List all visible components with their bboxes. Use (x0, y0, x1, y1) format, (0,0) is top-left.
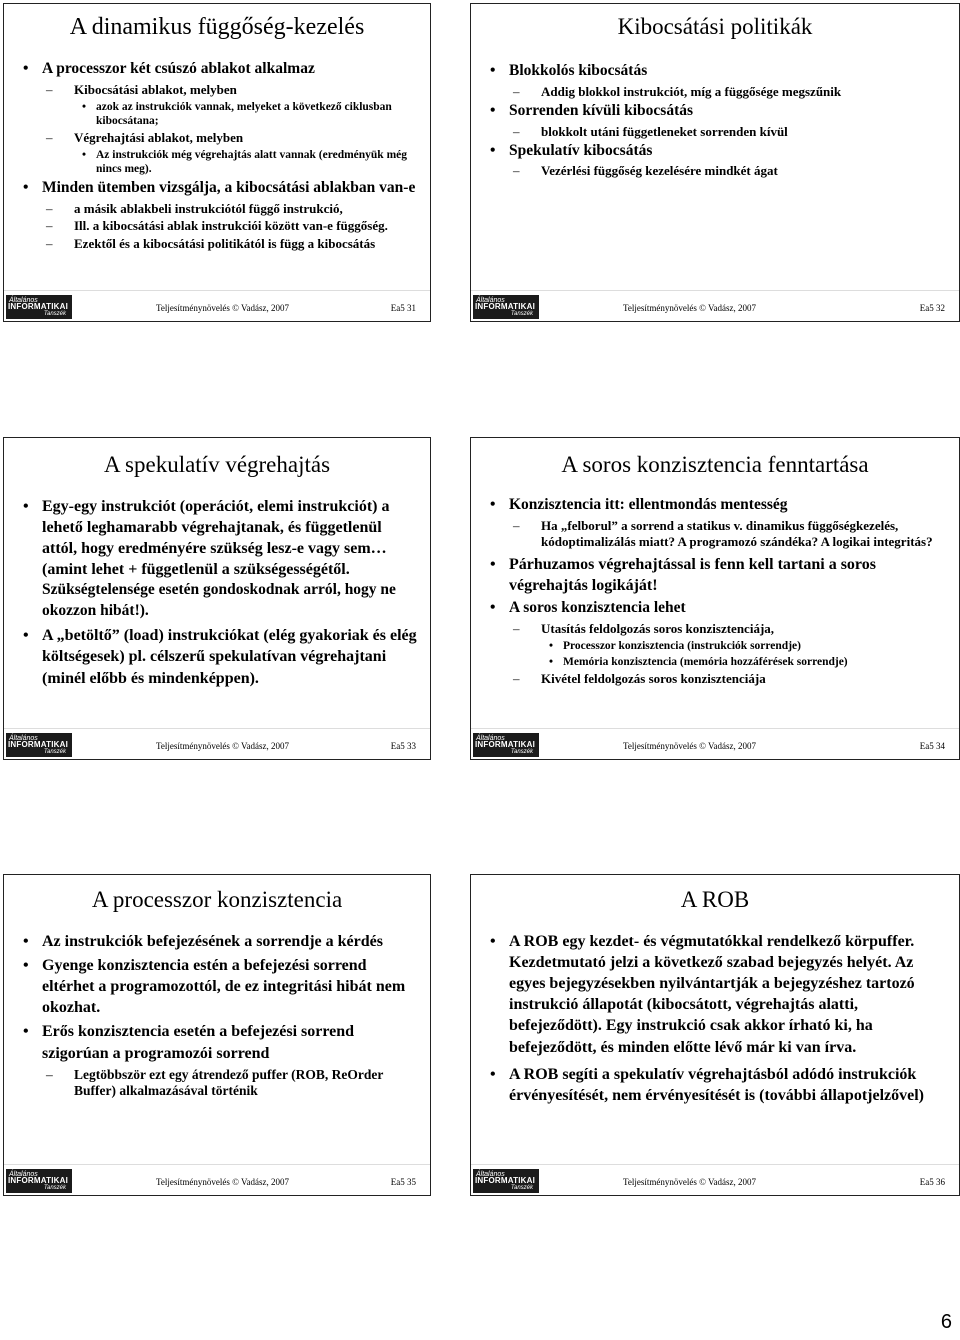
bullet-item: • A „betöltő” (load) instrukciókat (elég gyakoriak és elég költségesek) pl. célszerű spekulatívan végrehajtani (minél előbb és mindenképpen). (18, 625, 418, 688)
bullet-item: • Sorrenden kívüli kibocsátás (485, 102, 947, 121)
footer-credit: Teljesítménynövelés © Vadász, 2007 (623, 741, 757, 751)
slide-title: A processzor konzisztencia (91, 887, 343, 912)
bullet-item: • Gyenge konzisztencia estén a befejezési sorrend eltérhet a programozottól, de ez integritási hibát nem okozhat. (18, 955, 418, 1018)
slide-code: Ea5 36 (919, 1177, 945, 1187)
slide-content (18, 496, 418, 692)
logo-text-top: Általános (476, 1171, 505, 1178)
department-logo (473, 295, 539, 319)
slide-36 (470, 874, 960, 1196)
slide-title: Kibocsátási politikák (617, 14, 813, 39)
logo-text-top: Általános (476, 297, 505, 304)
sub-item: – Kibocsátási ablakot, melyben (18, 82, 418, 98)
sub-sub-item: • Az instrukciók még végrehajtás alatt vannak (eredményük még nincs meg). (18, 148, 418, 176)
logo-text-bottom: Tanszék (510, 311, 533, 317)
department-logo (6, 733, 72, 757)
slide-code: Ea5 31 (390, 303, 416, 313)
slide-code: Ea5 33 (390, 741, 416, 751)
slide-code: Ea5 34 (919, 741, 945, 751)
department-logo (6, 295, 72, 319)
bullet-item: • Spekulatív kibocsátás (485, 142, 947, 161)
slide-footer (471, 728, 959, 759)
logo-text-top: Általános (9, 1171, 38, 1178)
slide-33 (3, 437, 431, 760)
bullet-item: • Párhuzamos végrehajtással is fenn kell tartani a soros végrehajtás logikáját! (485, 554, 947, 596)
bullet-item: • A ROB egy kezdet- és végmutatókkal rendelkező körpuffer. Kezdetmutató jelzi a következő szabad bejegyzés helyét. Az egyes bejegyzésekben nyilvántartják a bejegyzéshez tartozó instrukció állapotát (kibocsátott, végrehajtás alatti, befejeződött). Egy instrukció csak akkor írható ki, ha befejeződött, és minden előtte lévő már ki van írva. (485, 931, 947, 1058)
sub-item: – Ezektől és a kibocsátási politikától is függ a kibocsátás (18, 236, 418, 252)
slide-footer (471, 1164, 959, 1195)
logo-text-top: Általános (9, 297, 38, 304)
slide-32 (470, 3, 960, 322)
slide-content (18, 60, 418, 254)
sub-item: – Utasítás feldolgozás soros konzisztenciája, (485, 621, 947, 637)
logo-text-main: INFORMATIKAI (8, 302, 69, 311)
logo-text-main: INFORMATIKAI (475, 1176, 536, 1185)
bullet-item: • A processzor két csúszó ablakot alkalmaz (18, 60, 418, 79)
logo-text-bottom: Tanszék (510, 749, 533, 755)
slide-31 (3, 3, 431, 322)
bullet-item: • Egy-egy instrukciót (operációt, elemi instrukciót) a lehető leghamarabb végrehajtanak, és függetlenül attól, hogy eredményére szükség lesz-e vagy sem… (amint lehet + függetlenül a szükségességétől. (18, 496, 418, 580)
slide-content (485, 496, 947, 689)
bullet-item: • Az instrukciók befejezésének a sorrendje a kérdés (18, 931, 418, 952)
footer-credit: Teljesítménynövelés © Vadász, 2007 (156, 1177, 290, 1187)
footer-credit: Teljesítménynövelés © Vadász, 2007 (623, 1177, 757, 1187)
slide-footer (4, 290, 430, 321)
logo-text-bottom: Tanszék (510, 1185, 533, 1191)
slide-footer (4, 1164, 430, 1195)
sub-item: – Addig blokkol instrukciót, míg a függősége megszűnik (485, 84, 947, 100)
logo-text-bottom: Tanszék (43, 749, 66, 755)
logo-text-main: INFORMATIKAI (475, 740, 536, 749)
sub-item: – Végrehajtási ablakot, melyben (18, 130, 418, 146)
logo-text-main: INFORMATIKAI (8, 1176, 69, 1185)
slide-title: A ROB (680, 887, 750, 912)
bullet-item: • Blokkolós kibocsátás (485, 62, 947, 81)
logo-text-main: INFORMATIKAI (475, 302, 536, 311)
logo-text-bottom: Tanszék (43, 1185, 66, 1191)
footer-credit: Teljesítménynövelés © Vadász, 2007 (156, 303, 290, 313)
logo-text-top: Általános (9, 735, 38, 742)
sub-item: – Legtöbbször ezt egy átrendező puffer (ROB, ReOrder Buffer) alkalmazásával történik (18, 1067, 418, 1100)
slide-35 (3, 874, 431, 1196)
sub-item: – Kivétel feldolgozás soros konzisztenciája (485, 671, 947, 687)
bullet-item: • A ROB segíti a spekulatív végrehajtásból adódó instrukciók érvényesítését, nem érvényesítését is (további állapotjelzővel) (485, 1064, 947, 1106)
logo-text-bottom: Tanszék (43, 311, 66, 317)
sub-item: – blokkolt utáni függetleneket sorrenden kívül (485, 124, 947, 140)
slide-code: Ea5 32 (919, 303, 945, 313)
slide-content (485, 62, 947, 181)
slide-content (18, 931, 418, 1102)
slide-title: A dinamikus függőség-kezelés (69, 14, 365, 40)
sub-item: – Ill. a kibocsátási ablak instrukciói között van-e függőség. (18, 218, 418, 234)
slide-footer (4, 728, 430, 759)
footer-credit: Teljesítménynövelés © Vadász, 2007 (623, 303, 757, 313)
department-logo (6, 1169, 72, 1193)
sub-sub-item: • Processzor konzisztencia (instrukciók sorrendje) (485, 639, 947, 653)
logo-text-top: Általános (476, 735, 505, 742)
department-logo (473, 733, 539, 757)
bullet-item: • Minden ütemben vizsgálja, a kibocsátási ablakban van-e (18, 179, 418, 198)
bullet-item: • Erős konzisztencia esetén a befejezési sorrend szigorúan a programozói sorrend (18, 1021, 418, 1063)
slide-title: A spekulatív végrehajtás (103, 452, 331, 477)
bullet-item: • A soros konzisztencia lehet (485, 599, 947, 618)
logo-text-main: INFORMATIKAI (8, 740, 69, 749)
department-logo (473, 1169, 539, 1193)
paragraph-continuation: Szükségtelensége esetén gondoskodnak arról, hogy ne okozzon hibát!). (42, 581, 396, 619)
slide-34 (470, 437, 960, 760)
sub-item: – Vezérlési függőség kezelésére mindkét ágat (485, 163, 947, 179)
sub-sub-item: • Memória konzisztencia (memória hozzáférések sorrendje) (485, 655, 947, 669)
bullet-item: • Konzisztencia itt: ellentmondás mentesség (485, 496, 947, 515)
sub-item: – a másik ablakbeli instrukciótól függő instrukció, (18, 201, 418, 217)
slide-content (485, 931, 947, 1109)
sub-item: – Ha „felborul” a sorrend a statikus v. dinamikus függőségkezelés, kódoptimalizálás miatt? A programozó szándéka? A logikai integritás? (485, 518, 947, 550)
slide-code: Ea5 35 (390, 1177, 416, 1187)
slide-title: A soros konzisztencia fenntartása (561, 452, 869, 477)
slide-footer (471, 290, 959, 321)
page-number: 6 (940, 1311, 952, 1333)
sub-sub-item: • azok az instrukciók vannak, melyeket a következő ciklusban kibocsátana; (18, 100, 418, 128)
footer-credit: Teljesítménynövelés © Vadász, 2007 (156, 741, 290, 751)
